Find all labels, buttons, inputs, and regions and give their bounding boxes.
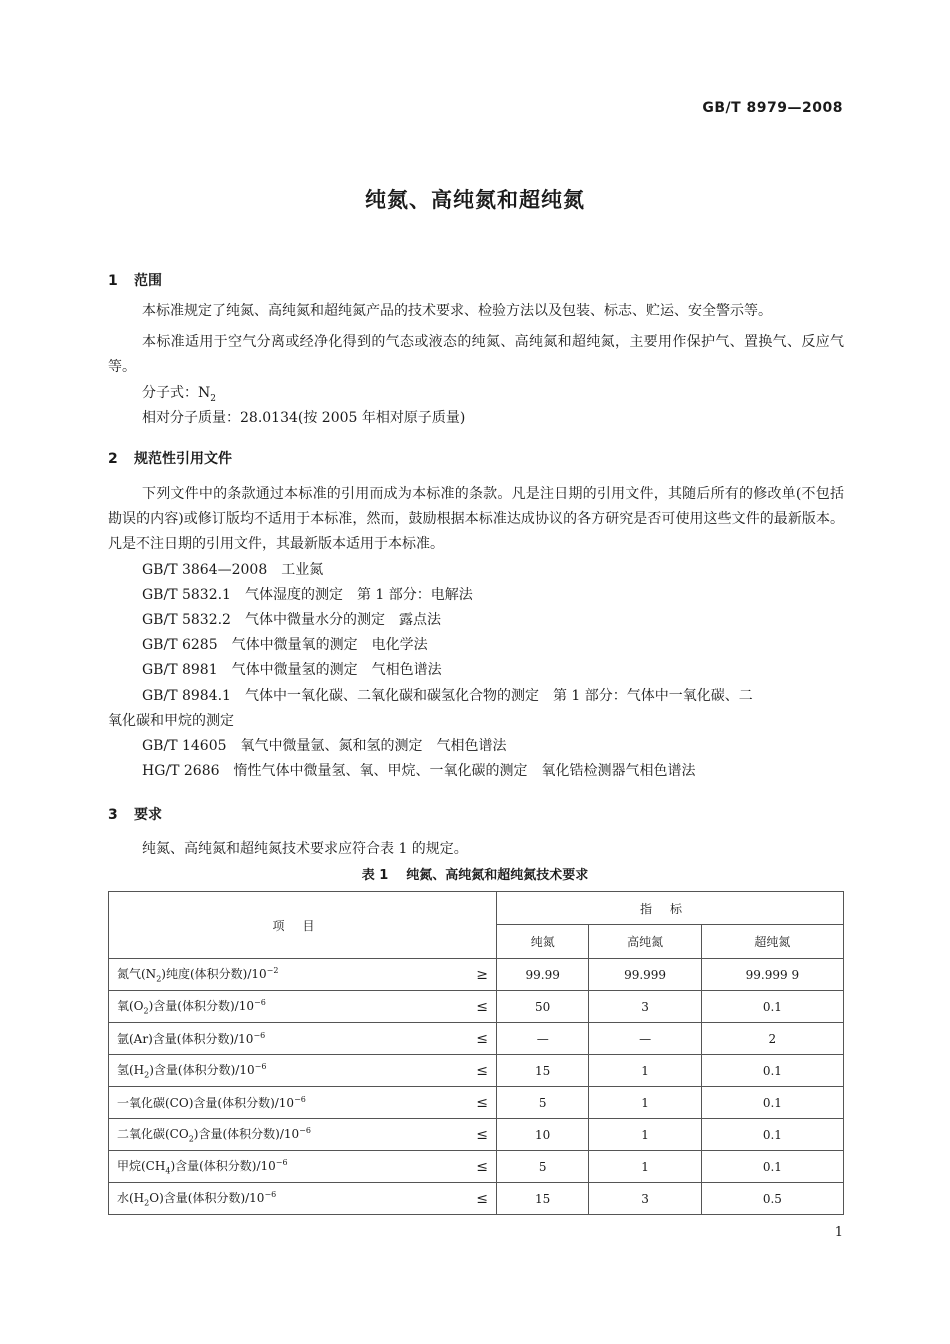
grade-header-ultra-pure: 超纯氮 xyxy=(701,925,843,959)
table-row xyxy=(109,1119,844,1151)
value-cell: 99.999 9 xyxy=(701,959,843,991)
value-cell: 99.999 xyxy=(589,959,701,991)
scope-paragraph-1: 本标准规定了纯氮、高纯氮和超纯氮产品的技术要求、检验方法以及包装、标志、贮运、安全警示等。 xyxy=(142,303,772,319)
scope-paragraph-2: 本标准适用于空气分离或经净化得到的气态或液态的纯氮、高纯氮和超纯氮，主要用作保护气、置换气、反应气等。 xyxy=(108,334,844,375)
comparison-symbol: ≤ xyxy=(476,1030,488,1047)
section-title: 范围 xyxy=(134,273,162,289)
table-row xyxy=(109,1023,844,1055)
requirements-intro: 纯氮、高纯氮和超纯氮技术要求应符合表 1 的规定。 xyxy=(142,841,468,857)
section-number: 2 xyxy=(108,451,118,467)
value-cell: 3 xyxy=(589,991,701,1023)
reference-item: HG/T 2686 惰性气体中微量氢、氧、甲烷、一氧化碳的测定 氧化锆检测器气相色谱法 xyxy=(142,763,696,779)
row-item-label: 二氧化碳$(CO_2)$含量(体积分数)$/10^{-6}$ ≤ xyxy=(109,1119,497,1151)
column-header-indicator: 指标 xyxy=(497,892,844,925)
section-number: 1 xyxy=(108,273,118,289)
value-cell: 1 xyxy=(589,1055,701,1087)
section-3-heading xyxy=(108,804,162,824)
value-cell: 2 xyxy=(701,1023,843,1055)
section-number: 3 xyxy=(108,807,118,823)
value-cell: 15 xyxy=(497,1055,589,1087)
reference-item: GB/T 14605 氧气中微量氩、氮和氢的测定 气相色谱法 xyxy=(142,738,507,754)
references-intro: 下列文件中的条款通过本标准的引用而成为本标准的条款。凡是注日期的引用文件，其随后所有的修改单(不包括勘误的内容)或修订版均不适用于本标准，然而，鼓励根据本标准达成协议的各方研究是否可使用这些文件的最新版本。凡是不注日期的引用文件，其最新版本适用于本标准。 xyxy=(108,486,844,552)
value-cell: 1 xyxy=(589,1087,701,1119)
section-1-heading xyxy=(108,270,162,290)
standard-code: GB/T 8979—2008 xyxy=(702,100,843,116)
reference-item-continuation: 氧化碳和甲烷的测定 xyxy=(108,713,234,729)
comparison-symbol: ≤ xyxy=(476,1062,488,1079)
reference-item: GB/T 6285 气体中微量氧的测定 电化学法 xyxy=(142,637,428,653)
comparison-symbol: ≤ xyxy=(476,998,488,1015)
comparison-symbol: ≤ xyxy=(476,1094,488,1111)
comparison-symbol: ≥ xyxy=(476,966,488,983)
row-item-label: 一氧化碳(CO)含量(体积分数)$/10^{-6}$ ≤ xyxy=(109,1087,497,1119)
comparison-symbol: ≤ xyxy=(476,1126,488,1143)
value-cell: 0.1 xyxy=(701,1087,843,1119)
value-cell: 3 xyxy=(589,1183,701,1215)
reference-item: GB/T 8981 气体中微量氢的测定 气相色谱法 xyxy=(142,662,442,678)
value-cell: 0.5 xyxy=(701,1183,843,1215)
requirements-table xyxy=(108,891,844,1215)
value-cell: 99.99 xyxy=(497,959,589,991)
grade-header-high-purity: 高纯氮 xyxy=(589,925,701,959)
value-cell: 15 xyxy=(497,1183,589,1215)
table-row xyxy=(109,1183,844,1215)
row-item-label: 甲烷$(CH_4)$含量(体积分数)$/10^{-6}$ ≤ xyxy=(109,1151,497,1183)
row-item-label: 氢$(H_2)$含量(体积分数)$/10^{-6}$ ≤ xyxy=(109,1055,497,1087)
reference-item: GB/T 5832.1 气体湿度的测定 第 1 部分：电解法 xyxy=(142,587,473,603)
table-row xyxy=(109,991,844,1023)
section-title: 规范性引用文件 xyxy=(134,451,232,467)
molecular-mass: 相对分子质量：28.0134(按 2005 年相对原子质量) xyxy=(142,410,466,426)
reference-item: GB/T 8984.1 气体中一氧化碳、二氧化碳和碳氢化合物的测定 第 1 部分：气体中一氧化碳、二 xyxy=(142,688,753,704)
document-title: 纯氮、高纯氮和超纯氮 xyxy=(365,188,585,212)
page-number: 1 xyxy=(834,1225,843,1240)
row-item-label: 氩(Ar)含量(体积分数)$/10^{-6}$ ≤ xyxy=(109,1023,497,1055)
value-cell: — xyxy=(497,1023,589,1055)
value-cell: 0.1 xyxy=(701,1151,843,1183)
table-row xyxy=(109,959,844,991)
table-row xyxy=(109,1055,844,1087)
grade-header-pure: 纯氮 xyxy=(497,925,589,959)
table-row xyxy=(109,1087,844,1119)
section-title: 要求 xyxy=(134,807,162,823)
reference-item: GB/T 5832.2 气体中微量水分的测定 露点法 xyxy=(142,612,441,628)
molecular-formula: 分子式：$N_2$ xyxy=(142,385,216,404)
value-cell: 50 xyxy=(497,991,589,1023)
reference-item: GB/T 3864—2008 工业氮 xyxy=(142,562,324,578)
table-caption xyxy=(0,864,950,883)
comparison-symbol: ≤ xyxy=(476,1190,488,1207)
table-number: 表 1 xyxy=(361,868,389,883)
value-cell: 1 xyxy=(589,1119,701,1151)
value-cell: 0.1 xyxy=(701,1055,843,1087)
section-2-heading xyxy=(108,448,232,468)
value-cell: 0.1 xyxy=(701,991,843,1023)
value-cell: 1 xyxy=(589,1151,701,1183)
value-cell: 5 xyxy=(497,1087,589,1119)
row-item-label: 氮气$(N_2)$纯度(体积分数)$/10^{-2}$ ≥ xyxy=(109,959,497,991)
table-title: 纯氮、高纯氮和超纯氮技术要求 xyxy=(406,868,589,883)
value-cell: — xyxy=(589,1023,701,1055)
comparison-symbol: ≤ xyxy=(476,1158,488,1175)
value-cell: 5 xyxy=(497,1151,589,1183)
table-row xyxy=(109,1151,844,1183)
row-item-label: 水$(H_2O)$含量(体积分数)$/10^{-6}$ ≤ xyxy=(109,1183,497,1215)
row-item-label: 氧$(O_2)$含量(体积分数)$/10^{-6}$ ≤ xyxy=(109,991,497,1023)
column-header-item: 项目 xyxy=(109,892,497,959)
value-cell: 10 xyxy=(497,1119,589,1151)
value-cell: 0.1 xyxy=(701,1119,843,1151)
